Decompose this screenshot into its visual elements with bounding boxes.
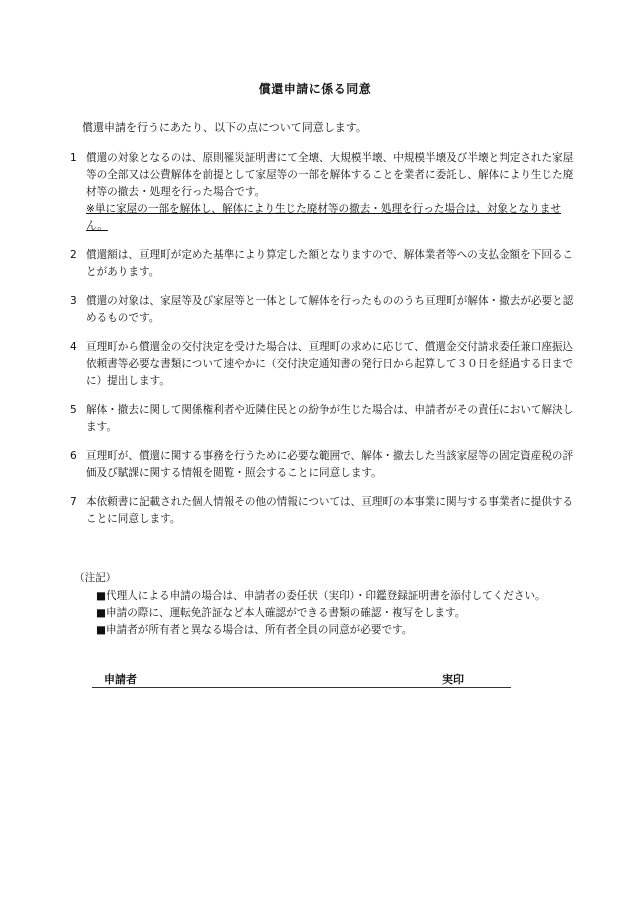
item-note: ※単に家屋の一部を解体し、解体により生じた廃材等の撤去・処理を行った場合は、対象となりません。 — [86, 203, 561, 232]
item-text: 亘理町から償還金の交付決定を受けた場合は、亘理町の求めに応じて、償還金交付請求委任兼口座振込依頼書等必要な書類について速やかに（交付決定通知書の発行日から起算して３０日を経過する日までに）提出します。 — [86, 341, 574, 387]
item-text: 本依頼書に記載された個人情報その他の情報については、亘理町の本事業に関与する事業者に提供することに同意します。 — [86, 496, 574, 525]
note-line: ■申請者が所有者と異なる場合は、所有者全員の同意が必要です。 — [96, 624, 413, 636]
consent-item — [70, 494, 580, 528]
consent-item — [70, 339, 580, 390]
notes-heading: （注記） — [74, 572, 117, 584]
item-number: 1 — [70, 152, 77, 164]
item-text: 亘理町が、償還に関する事務を行うために必要な範囲で、解体・撤去した当該家屋等の固定資産税の評価及び賦課に関する情報を閲覧・照会することに同意します。 — [86, 450, 574, 479]
notes-section — [74, 570, 584, 639]
item-text: 償還額は、亘理町が定めた基準により算定した額となりますので、解体業者等への支払金額を下回ることがあります。 — [86, 249, 574, 278]
consent-item — [70, 293, 580, 327]
item-number: 6 — [70, 450, 77, 462]
item-number: 2 — [70, 249, 77, 261]
consent-item — [70, 448, 580, 482]
consent-item — [70, 150, 580, 235]
note-line: ■代理人による申請の場合は、申請者の委任状（実印）・印鑑登録証明書を添付してください。 — [96, 590, 546, 602]
seal-label: 実印 — [442, 673, 464, 686]
signature-line — [92, 669, 511, 688]
item-number: 4 — [70, 341, 77, 353]
note-line: ■申請の際に、運転免許証など本人確認ができる書類の確認・複写をします。 — [96, 607, 466, 619]
item-number: 7 — [70, 496, 77, 508]
item-number: 3 — [70, 295, 77, 307]
item-text: 償還の対象は、家屋等及び家屋等と一体として解体を行ったもののうち亘理町が解体・撤去が必要と認めるものです。 — [86, 295, 574, 324]
item-text: 償還の対象となるのは、原則罹災証明書にて全壊、大規模半壊、中規模半壊及び半壊と判定された家屋等の全部又は公費解体を前提として家屋等の一部を解体することを業者に委託し、解体により生じた廃材等の撤去・処理を行った場合です。 — [86, 152, 574, 198]
consent-item-list — [70, 150, 580, 540]
consent-item — [70, 402, 580, 436]
item-number: 5 — [70, 404, 77, 416]
intro-text: 償還申請を行うにあたり、以下の点について同意します。 — [82, 121, 367, 134]
document-title: 償還申請に係る同意 — [258, 82, 372, 96]
item-text: 解体・撤去に関して関係権利者や近隣住民との紛争が生じた場合は、申請者がその責任において解決します。 — [86, 404, 574, 433]
applicant-label: 申請者 — [104, 673, 137, 686]
consent-item — [70, 247, 580, 281]
